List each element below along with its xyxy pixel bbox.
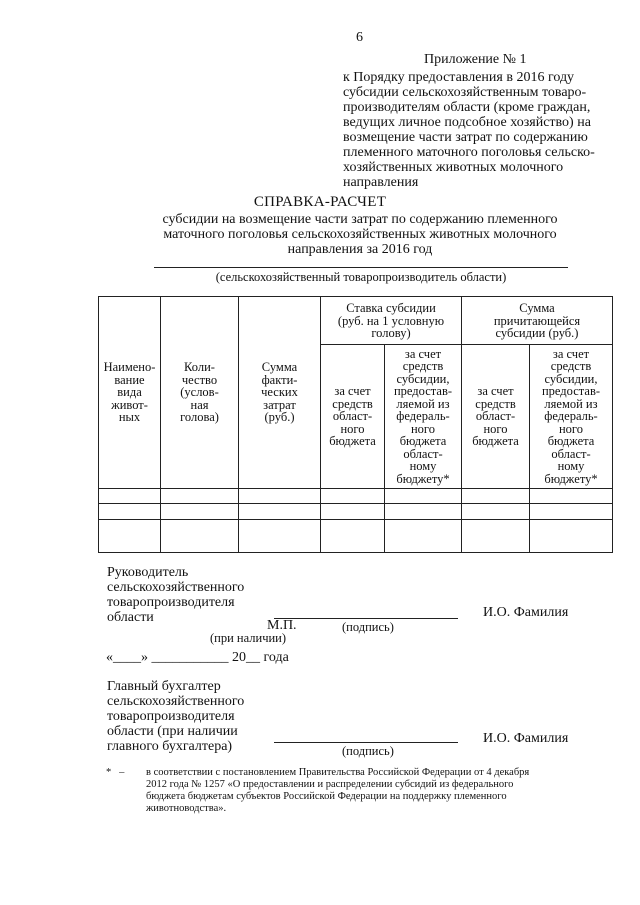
appendix-line: к Порядку предоставления в 2016 году xyxy=(343,70,575,85)
accountant-role-line: Главный бухгалтер xyxy=(107,679,221,694)
accountant-signature-line xyxy=(274,742,458,743)
header-rate-regional: за счет средств област- ного бюджета xyxy=(321,345,385,489)
appendix-line: субсидии сельскохозяйственным товаро- xyxy=(343,85,587,100)
appendix-text xyxy=(343,70,628,190)
header-due-federal: за счет средств субсидии, предостав- ляемой из федераль- ного бюджета област- ному бюджету* xyxy=(530,345,613,489)
header-rate-federal: за счет средств субсидии, предостав- ляемой из федераль- ного бюджета област- ному бюджету* xyxy=(385,345,462,489)
accountant-role-line: главного бухгалтера) xyxy=(107,739,233,754)
subtitle-line: направления за 2016 год xyxy=(287,242,433,257)
appendix-line: возмещение части затрат по содержанию xyxy=(343,130,588,145)
header-subsidy-due: Сумма причитающейся субсидии (руб.) xyxy=(462,297,613,345)
head-signature-caption: (подпись) xyxy=(342,620,394,634)
accountant-role-line: области (при наличии xyxy=(107,724,238,739)
accountant-role xyxy=(107,679,244,754)
producer-caption: (сельскохозяйственный товаропроизводитель области) xyxy=(215,270,507,284)
head-role xyxy=(107,565,244,625)
footnote-mark: * – xyxy=(106,767,125,778)
footnote-line: бюджета бюджетам субъектов Российской Федерации на поддержку племенного xyxy=(146,791,507,802)
stamp-note: (при наличии) xyxy=(210,631,287,645)
header-animal-type: Наимено- вание вида живот- ных xyxy=(99,297,161,489)
accountant-signature-caption: (подпись) xyxy=(342,744,394,758)
date-line: «____» ___________ 20__ года xyxy=(106,650,289,665)
footnote-text xyxy=(146,767,616,815)
subtitle-line: маточного поголовья сельскохозяйственных животных молочного xyxy=(163,227,557,242)
appendix-line: племенного маточного поголовья сельско- xyxy=(343,145,595,160)
header-quantity: Коли- чество (услов- ная голова) xyxy=(161,297,239,489)
subtitle-line: субсидии на возмещение части затрат по содержанию племенного xyxy=(162,212,558,227)
head-role-line: Руководитель xyxy=(107,565,189,580)
accountant-name: И.О. Фамилия xyxy=(483,731,569,746)
head-signature-line xyxy=(274,618,458,619)
head-name: И.О. Фамилия xyxy=(483,605,569,620)
producer-name-line xyxy=(154,267,568,268)
appendix-line: направления xyxy=(343,175,419,190)
head-role-line: сельскохозяйственного xyxy=(107,580,245,595)
accountant-role-line: сельскохозяйственного xyxy=(107,694,245,709)
table-row xyxy=(99,489,613,504)
header-actual-costs: Сумма факти- ческих затрат (руб.) xyxy=(239,297,321,489)
calculation-table xyxy=(98,296,613,553)
stamp-mark: М.П. xyxy=(267,618,297,633)
appendix-line: хозяйственных животных молочного xyxy=(343,160,564,175)
appendix-line: производителям области (кроме граждан, xyxy=(343,100,591,115)
document-title: СПРАВКА-РАСЧЕТ xyxy=(253,194,387,210)
appendix-title: Приложение № 1 xyxy=(424,52,527,67)
footnote-line: в соответствии с постановлением Правительства Российской Федерации от 4 декабря xyxy=(146,767,530,778)
header-due-regional: за счет средств област- ного бюджета xyxy=(462,345,530,489)
head-role-line: области xyxy=(107,610,154,625)
footnote-line: животноводства». xyxy=(146,803,227,814)
table-row xyxy=(99,504,613,520)
accountant-role-line: товаропроизводителя xyxy=(107,709,235,724)
table-row xyxy=(99,520,613,553)
header-subsidy-rate: Ставка субсидии (руб. на 1 условную голову) xyxy=(321,297,462,345)
page-number: 6 xyxy=(356,30,363,45)
head-role-line: товаропроизводителя xyxy=(107,595,235,610)
document-subtitle xyxy=(100,212,620,257)
footnote-line: 2012 года № 1257 «О предоставлении и распределении субсидий из федерального xyxy=(146,779,514,790)
appendix-line: ведущих личное подсобное хозяйство) на xyxy=(343,115,591,130)
